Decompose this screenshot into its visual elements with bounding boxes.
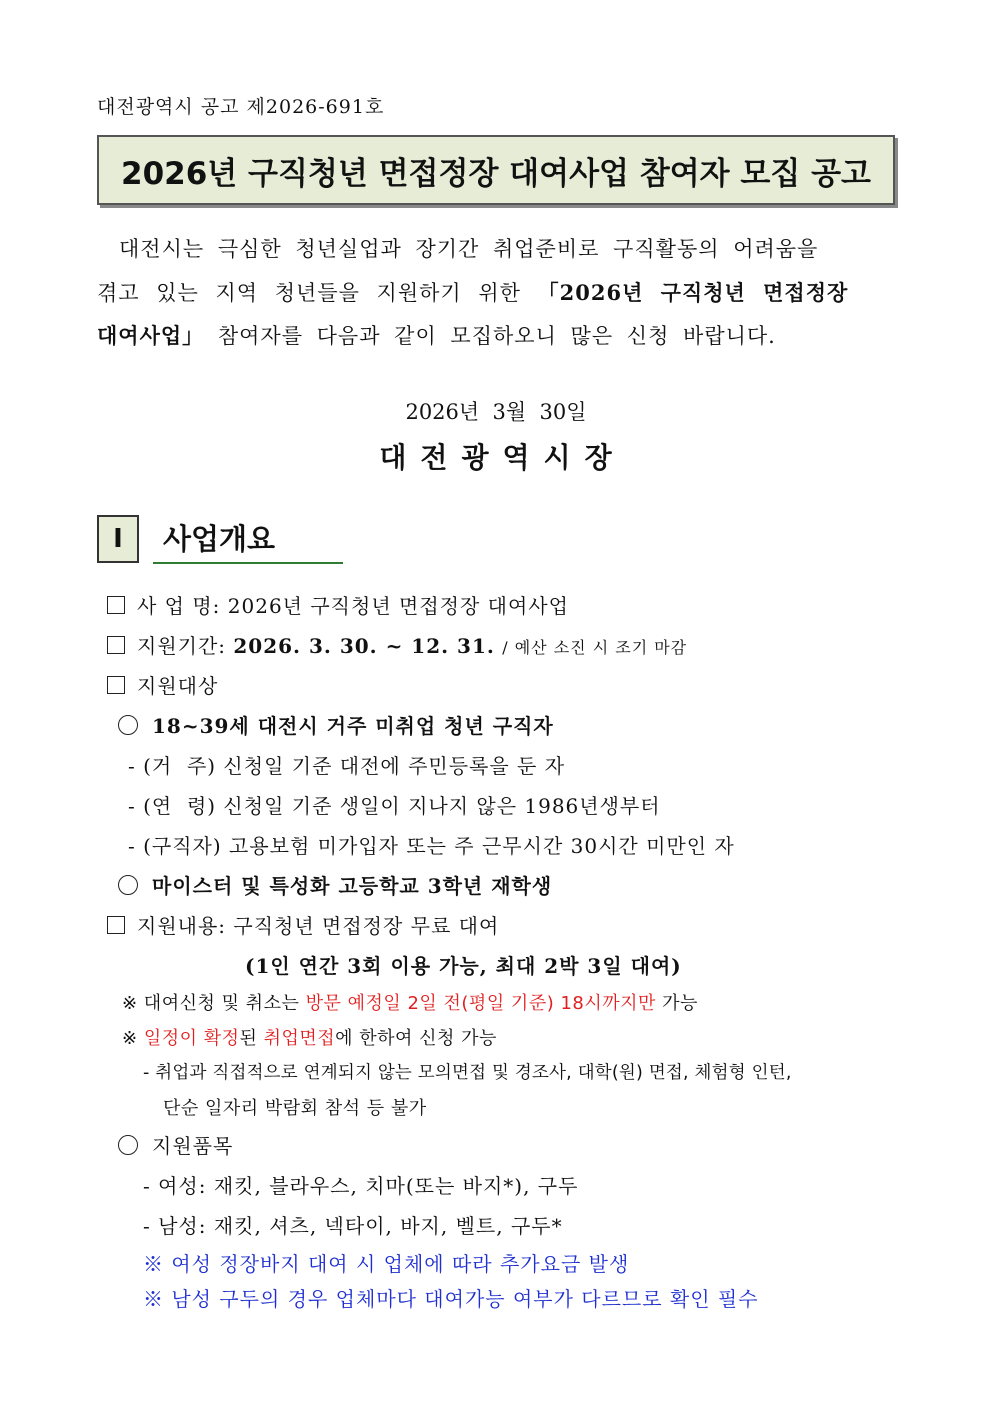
circle-bullet-icon [118,715,138,735]
note-2c: 된 [239,1028,264,1049]
note-1 [122,989,698,1015]
content-value: 구직청년 면접정장 무료 대여 [233,914,500,938]
notice-number: 대전광역시 공고 제2026-691호 [97,96,385,118]
period-value: 2026. 3. 30. ~ 12. 31. [233,634,495,658]
notice-date: 2026년 3월 30일 [405,400,587,424]
items-label: 지원품목 [152,1134,234,1158]
intro-text-3a: 대여사업」 [97,323,205,348]
intro-line-1 [97,228,818,271]
target-2-row [118,870,552,899]
target-1-detail-1: - (거 주) 신청일 기준 대전에 주민등록을 둔 자 [128,754,566,778]
content-label: 지원내용: [137,914,227,938]
note-2b: 일정이 확정 [143,1028,240,1049]
target-1-detail-2: - (연 령) 신청일 기준 생일이 지나지 않은 1986년생부터 [128,794,661,818]
issuer: 대전광역시장 [379,441,626,474]
items-female: - 여성: 재킷, 블라우스, 치마(또는 바지*), 구두 [143,1174,579,1198]
note-2d: 취업면접 [263,1028,336,1049]
checkbox-square-icon [107,596,125,614]
note-1a: ※ 대여신청 및 취소는 [122,993,306,1014]
checkbox-square-icon [107,636,125,654]
items-note-2: ※ 남성 구두의 경우 업체마다 대여가능 여부가 다르므로 확인 필수 [143,1287,759,1311]
intro-line-3 [97,314,776,358]
note-1b: 방문 예정일 2일 전(평일 기준) 18시까지만 [305,993,656,1014]
period-row [107,630,687,659]
intro-text-2a: 겪고 있는 지역 청년들을 지원하기 위한 [97,281,538,305]
project-name-label: 사 업 명: [137,594,221,618]
section-title: 사업개요 [163,522,276,556]
target-1-row [118,710,554,739]
content-note: (1인 연간 3회 이용 가능, 최대 2박 3일 대여) [245,954,682,978]
target-label: 지원대상 [137,674,219,698]
target-1-detail-3: - (구직자) 고용보험 미가입자 또는 주 근무시간 30시간 미만인 자 [128,834,735,858]
intro-text-1: 대전시는 극심한 청년실업과 장기간 취업준비로 구직활동의 어려움을 [119,237,819,261]
project-name-value: 2026년 구직청년 면접정장 대여사업 [227,594,569,618]
target-row [107,670,218,699]
section-number: Ⅰ [97,515,139,563]
items-row [118,1130,233,1159]
items-note-1: ※ 여성 정장바지 대여 시 업체에 따라 추가요금 발생 [143,1252,630,1276]
checkbox-square-icon [107,676,125,694]
section-underline [153,562,343,564]
note-2-detail-1: - 취업과 직접적으로 연계되지 않는 모의면접 및 경조사, 대학(원) 면접, 체험형 인턴, [143,1063,792,1083]
items-male: - 남성: 재킷, 셔츠, 넥타이, 바지, 벨트, 구두* [143,1214,563,1238]
page-title: 2026년 구직청년 면접정장 대여사업 참여자 모집 공고 [121,155,871,192]
note-2-detail-2: 단순 일자리 박람회 참석 등 불가 [163,1098,427,1119]
content-row [107,910,499,939]
intro-text-3b: 참여자를 다음과 같이 모집하오니 많은 신청 바랍니다. [204,324,776,348]
period-label: 지원기간: [137,634,227,658]
period-note: / 예산 소진 시 조기 마감 [502,638,688,657]
project-name-row [107,590,569,619]
note-2e: 에 한하여 신청 가능 [335,1028,497,1049]
target-2-text: 마이스터 및 특성화 고등학교 3학년 재학생 [152,874,553,898]
circle-bullet-icon [118,875,138,895]
circle-bullet-icon [118,1135,138,1155]
note-2a: ※ [122,1028,144,1049]
target-1-text: 18~39세 대전시 거주 미취업 청년 구직자 [152,714,554,738]
note-1c: 가능 [655,993,698,1014]
note-2 [122,1024,497,1050]
intro-line-2 [97,271,848,315]
checkbox-square-icon [107,916,125,934]
intro-text-2b: 「2026년 구직청년 면접정장 [537,280,849,305]
title-box [97,135,895,205]
